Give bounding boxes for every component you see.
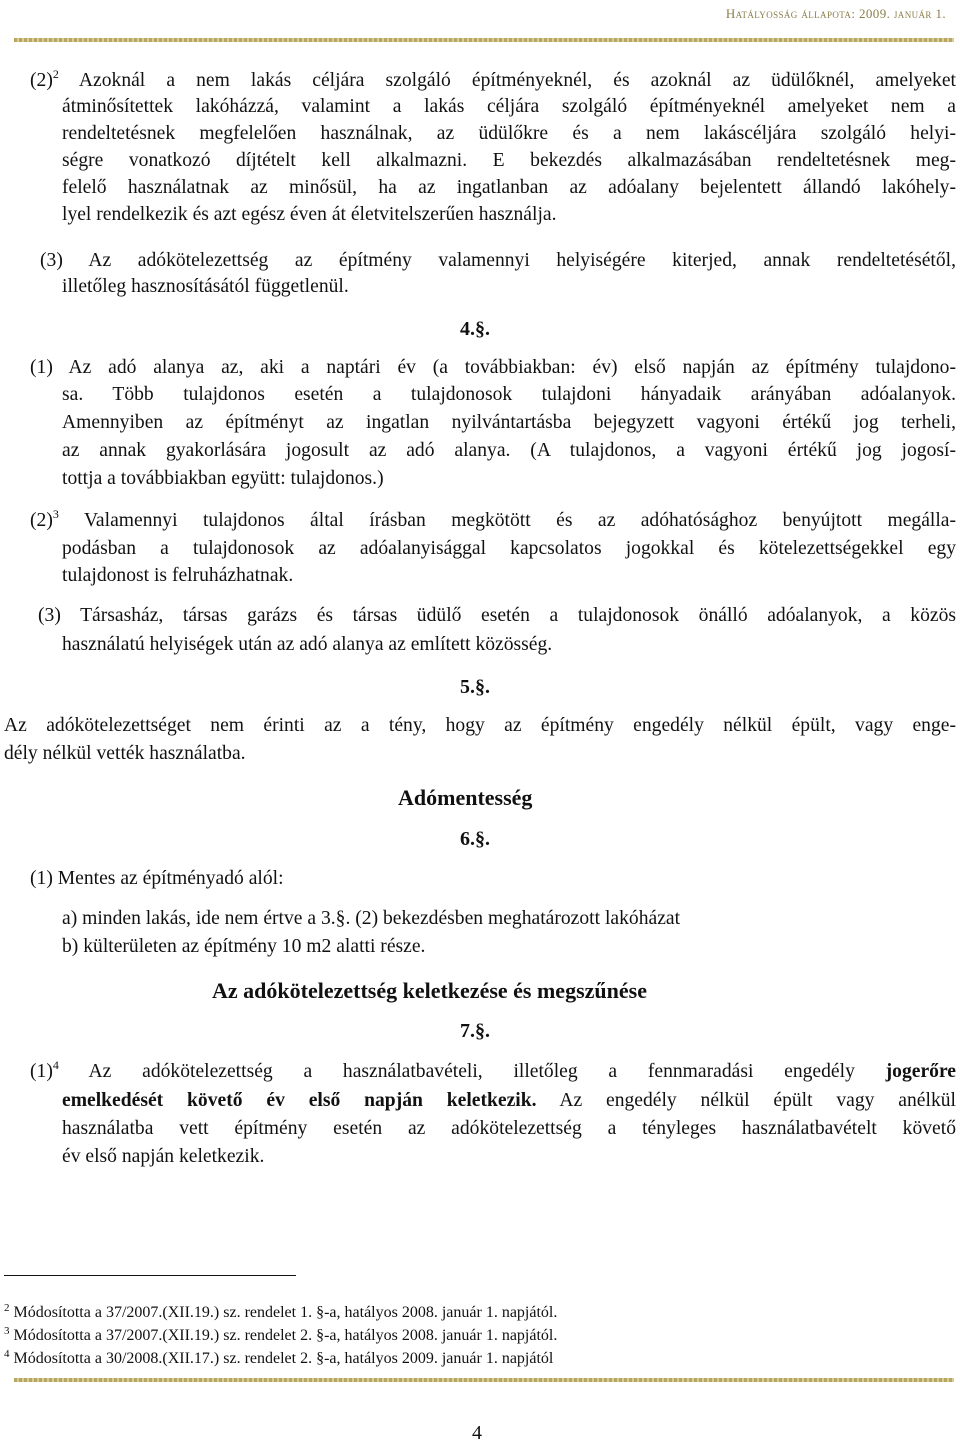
s6-item-a: a) minden lakás, ide nem értve a 3.§. (2) bekezdésben meghatározott lakóházat — [62, 908, 681, 929]
s4-p3-line-1: (3) Társasház, társas garázs és társas üdülő esetén a tulajdonosok önálló adóalanyok, a közös — [38, 605, 956, 626]
s6-item-b: b) külterületen az építmény 10 m2 alatti része. — [62, 936, 426, 957]
section-5-title: 5.§. — [460, 676, 490, 698]
s4-p1-line-4: az annak gyakorlására jogosult az adó alanya. (A tulajdonos, a vagyoni értékű jog jogosí- — [62, 440, 956, 461]
s4-p3-line-2: használatú helyiségek után az adó alanya az említett közösség. — [62, 634, 553, 655]
para-2-line-1: $(2)^2$ Azoknál a nem lakás céljára szolgáló építményeknél, és azoknál az üdülőknél, amelyeket — [30, 67, 956, 91]
footer-rule — [14, 1378, 954, 1382]
s7-line-4: év első napján keletkezik. — [62, 1146, 265, 1167]
page-number: 4 — [472, 1422, 482, 1444]
s4-p1-line-3: Amennyiben az építményt az ingatlan nyilvántartásba bejegyzett vagyoni értékű jog terheli, — [62, 412, 956, 433]
s4-p1-line-1: (1) Az adó alanya az, aki a naptári év (a továbbiakban: év) első napján az építmény tulajdono- — [30, 357, 956, 378]
para-3-line-2: illetőleg hasznosításától függetlenül. — [62, 276, 349, 297]
s6-intro: (1) Mentes az építményadó alól: — [30, 868, 284, 889]
s4-p2-line-1: $(2)^3$ Valamennyi tulajdonos által írásban megkötött és az adóhatósághoz benyújtott megálla- — [30, 507, 957, 531]
s4-p1-line-5: tottja a továbbiakban együtt: tulajdonos.) — [62, 468, 384, 489]
s4-p2-line-3: tulajdonost is felruházhatnak. — [62, 565, 294, 586]
s4-p1-line-2: sa. Több tulajdonos esetén a tulajdonosok tulajdoni hányadaik arányában adóalanyok. — [62, 384, 956, 405]
section-4-title: 4.§. — [460, 318, 490, 340]
heading-keletkezes-megszunes: Az adókötelezettség keletkezése és megszűnése — [212, 978, 647, 1003]
header-rule — [14, 38, 954, 42]
s5-line-1: Az adókötelezettséget nem érinti az a tény, hogy az építmény engedély nélkül épült, vagy enge- — [4, 715, 956, 736]
heading-adomentesseg: Adómentesség — [398, 785, 533, 810]
s7-line-3: használatba vett építmény esetén az adókötelezettség a tényleges használatbavételt követő — [62, 1118, 956, 1139]
footnote-4: $^4$ Módosította a 30/2008.(XII.17.) sz. rendelet 2. §-a, hatályos 2009. január 1. napjától — [4, 1348, 554, 1367]
para-2-line-6: lyel rendelkezik és azt egész éven át életvitelszerűen használja. — [62, 204, 557, 225]
para-2-line-2: átminősítettek lakóházzá, valamint a lakás céljára szolgáló építményeknél amelyeket nem a — [62, 96, 956, 117]
s5-line-2: dély nélkül vették használatba. — [4, 743, 246, 764]
s4-p2-line-2: podásban a tulajdonosok az adóalanyisággal kapcsolatos jogokkal és kötelezettségekkel egy — [62, 538, 956, 559]
footnote-separator — [4, 1275, 296, 1276]
s7-line-1: $(1)^4$ Az adókötelezettség a használatbavételi, illetőleg a fennmaradási engedély jogerőre — [30, 1058, 956, 1082]
footnote-3: $^3$ Módosította a 37/2007.(XII.19.) sz. rendelet 2. §-a, hatályos 2008. január 1. napjától. — [4, 1325, 558, 1344]
s7-line-2: emelkedését követő év első napján keletkezik. Az engedély nélkül épült vagy anélkül — [62, 1090, 956, 1111]
section-6-title: 6.§. — [460, 828, 490, 850]
footnote-2: $^2$ Módosította a 37/2007.(XII.19.) sz. rendelet 1. §-a, hatályos 2008. január 1. napjától. — [4, 1302, 558, 1321]
header-status: Hatályosság állapota: 2009. január 1. — [725, 6, 946, 21]
para-2-line-3: rendeltetésnek megfelelően használnak, az üdülőkre és a nem lakáscéljára szolgáló helyi- — [62, 123, 956, 144]
section-7-title: 7.§. — [460, 1020, 490, 1042]
para-2-line-5: felelő használatnak az minősül, ha az ingatlanban az adóalany bejelentett állandó lakóhely- — [62, 177, 956, 198]
para-3-line-1: (3) Az adókötelezettség az építmény valamennyi helyiségére kiterjed, annak rendeltetésétől, — [40, 250, 956, 271]
para-2-line-4: ségre vonatkozó díjtételt kell alkalmazni. E bekezdés alkalmazásában rendeltetésnek meg- — [62, 150, 956, 171]
